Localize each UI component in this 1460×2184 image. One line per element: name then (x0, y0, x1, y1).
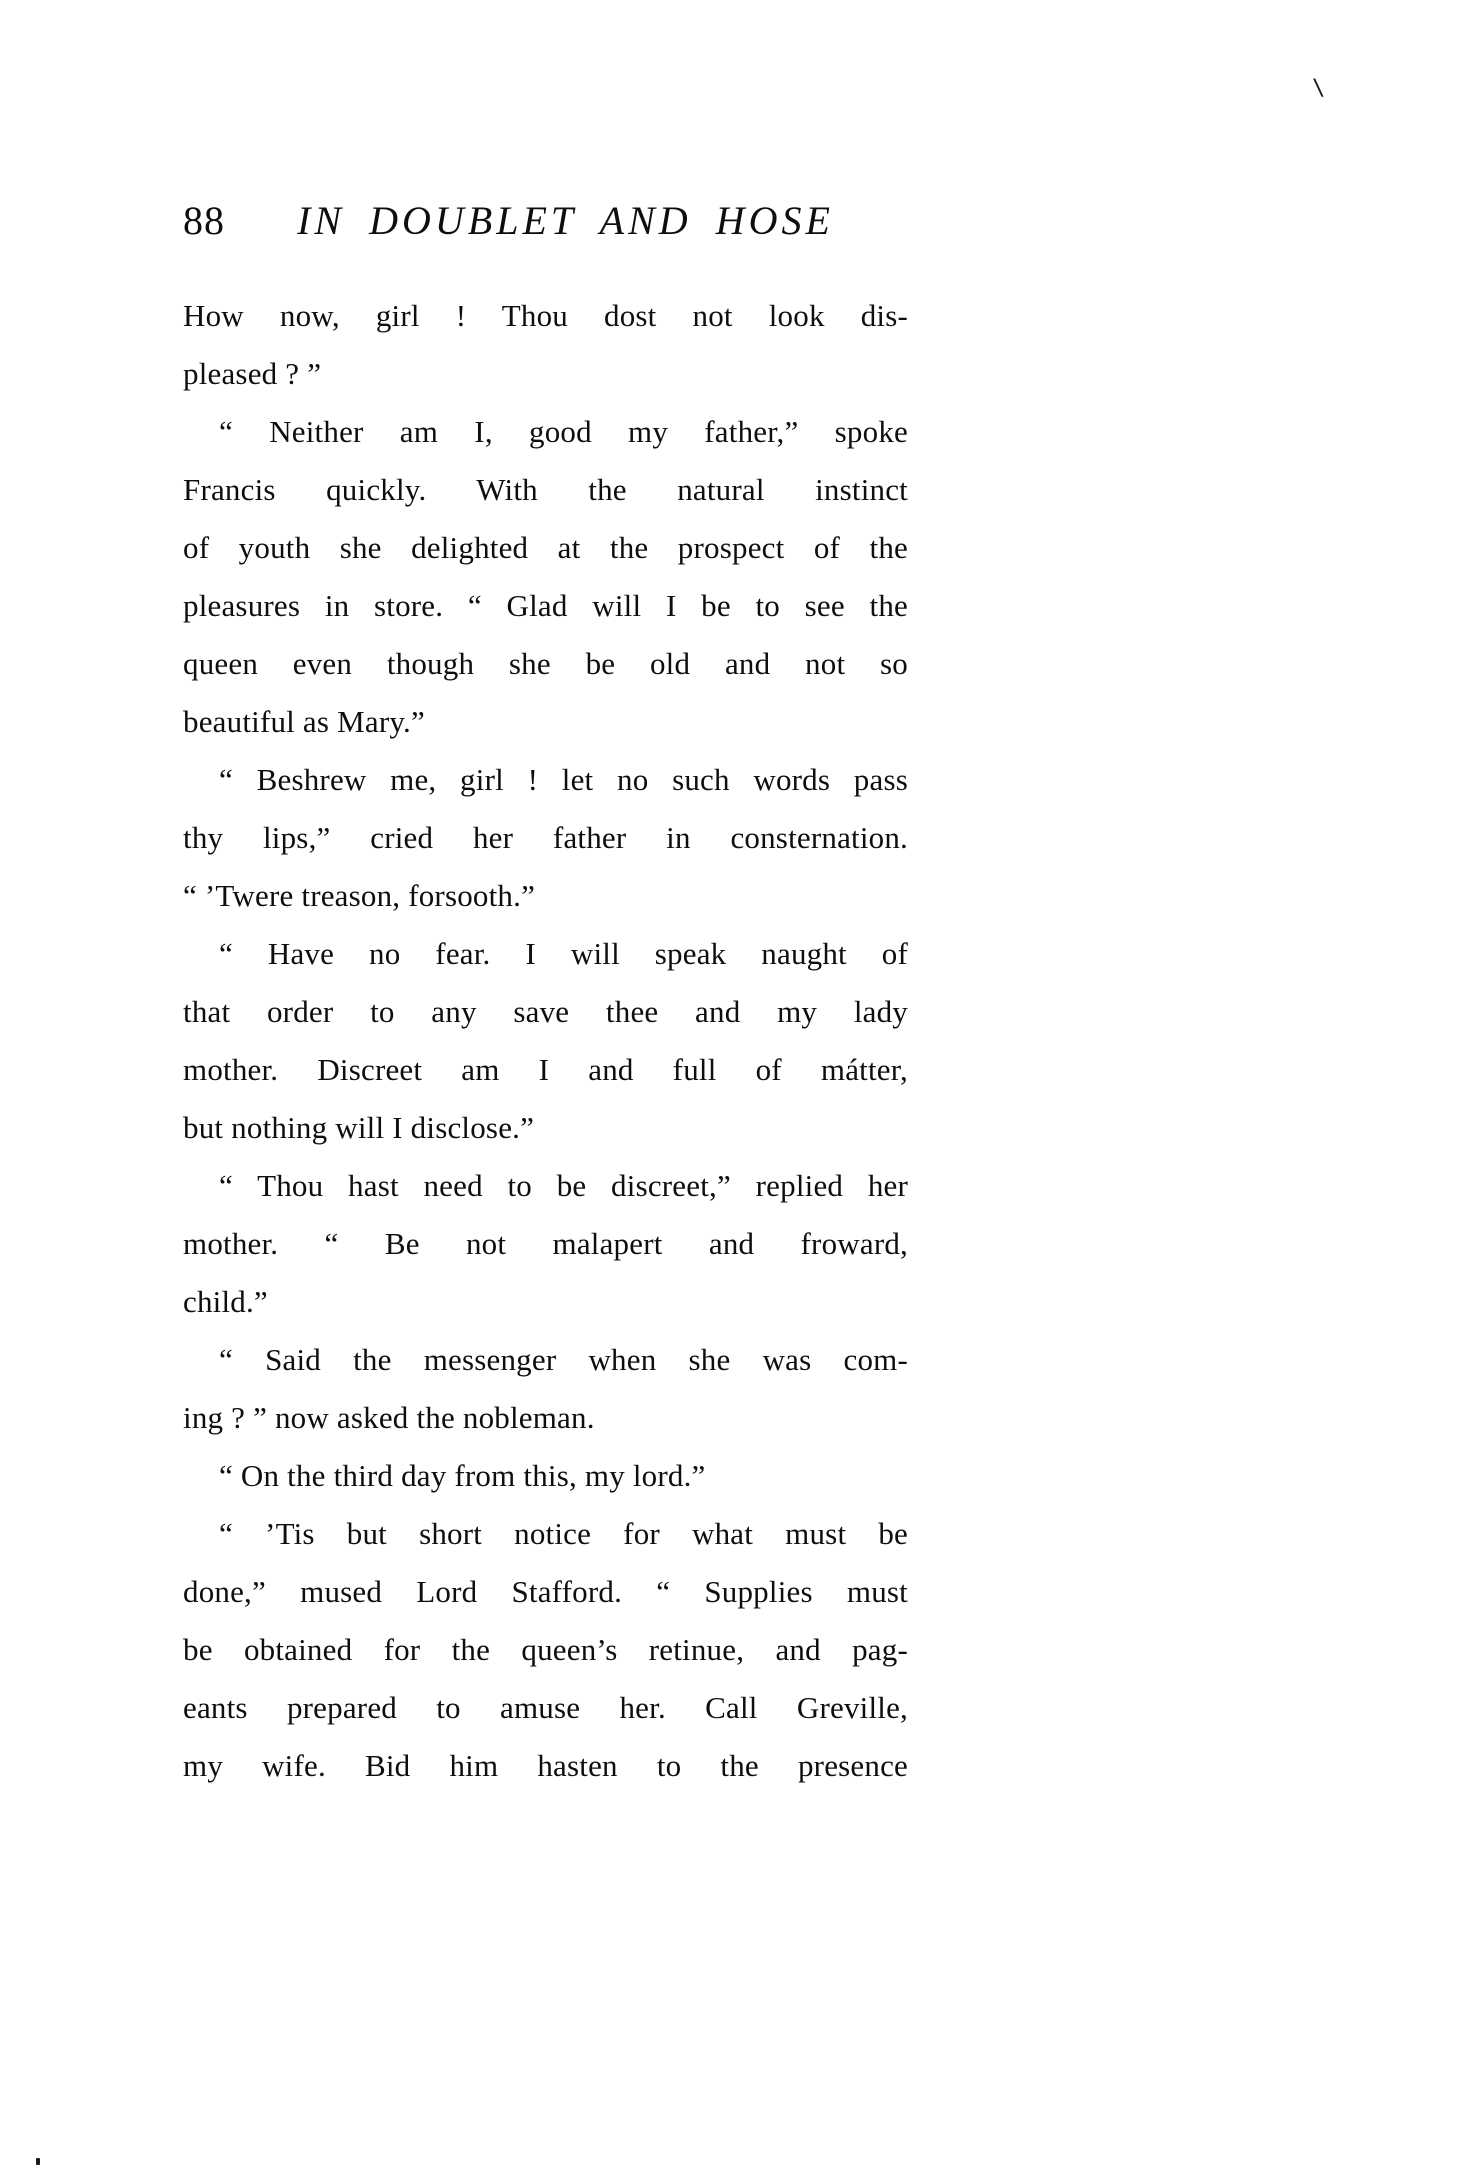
text-line: “ ’Twere treason, forsooth.” (183, 878, 536, 913)
text-line: pleasures in store. “ Glad will I be to see the (183, 588, 908, 623)
page-header (183, 198, 908, 248)
text-line: “ On the third day from this, my lord.” (219, 1458, 706, 1493)
running-title: IN DOUBLET AND HOSE (297, 198, 834, 243)
text-line: “ ’Tis but short notice for what must be (219, 1516, 908, 1551)
text-line: “ Neither am I, good my father,” spoke (219, 414, 908, 449)
text-line: pleased ? ” (183, 356, 322, 391)
text-line: “ Beshrew me, girl ! let no such words pass (219, 762, 908, 797)
page-number: 88 (183, 198, 225, 243)
text-line: be obtained for the queen’s retinue, and pag- (183, 1632, 908, 1667)
text-line: How now, girl ! Thou dost not look dis- (183, 298, 908, 333)
text-line: child.” (183, 1284, 268, 1319)
text-line: but nothing will I disclose.” (183, 1110, 535, 1145)
scan-speck-icon: \ (1312, 76, 1326, 101)
text-line: queen even though she be old and not so (183, 646, 908, 681)
text-block (183, 287, 908, 1795)
text-line: that order to any save thee and my lady (183, 994, 908, 1029)
text-line: mother. Discreet am I and full of mátter, (183, 1052, 908, 1087)
text-line: Francis quickly. With the natural instinct (183, 472, 908, 507)
text-line: “ Said the messenger when she was com- (219, 1342, 908, 1377)
text-line: my wife. Bid him hasten to the presence (183, 1748, 908, 1783)
text-line: “ Thou hast need to be discreet,” replied her (219, 1168, 908, 1203)
text-line: “ Have no fear. I will speak naught of (219, 936, 908, 971)
text-line: mother. “ Be not malapert and froward, (183, 1226, 908, 1261)
text-line: thy lips,” cried her father in consternation. (183, 820, 908, 855)
text-line: done,” mused Lord Stafford. “ Supplies must (183, 1574, 908, 1609)
text-line: beautiful as Mary.” (183, 704, 425, 739)
text-line: ing ? ” now asked the nobleman. (183, 1400, 595, 1435)
text-line: of youth she delighted at the prospect of the (183, 530, 908, 565)
scan-dot-icon (36, 2158, 40, 2165)
text-line: eants prepared to amuse her. Call Greville, (183, 1690, 908, 1725)
